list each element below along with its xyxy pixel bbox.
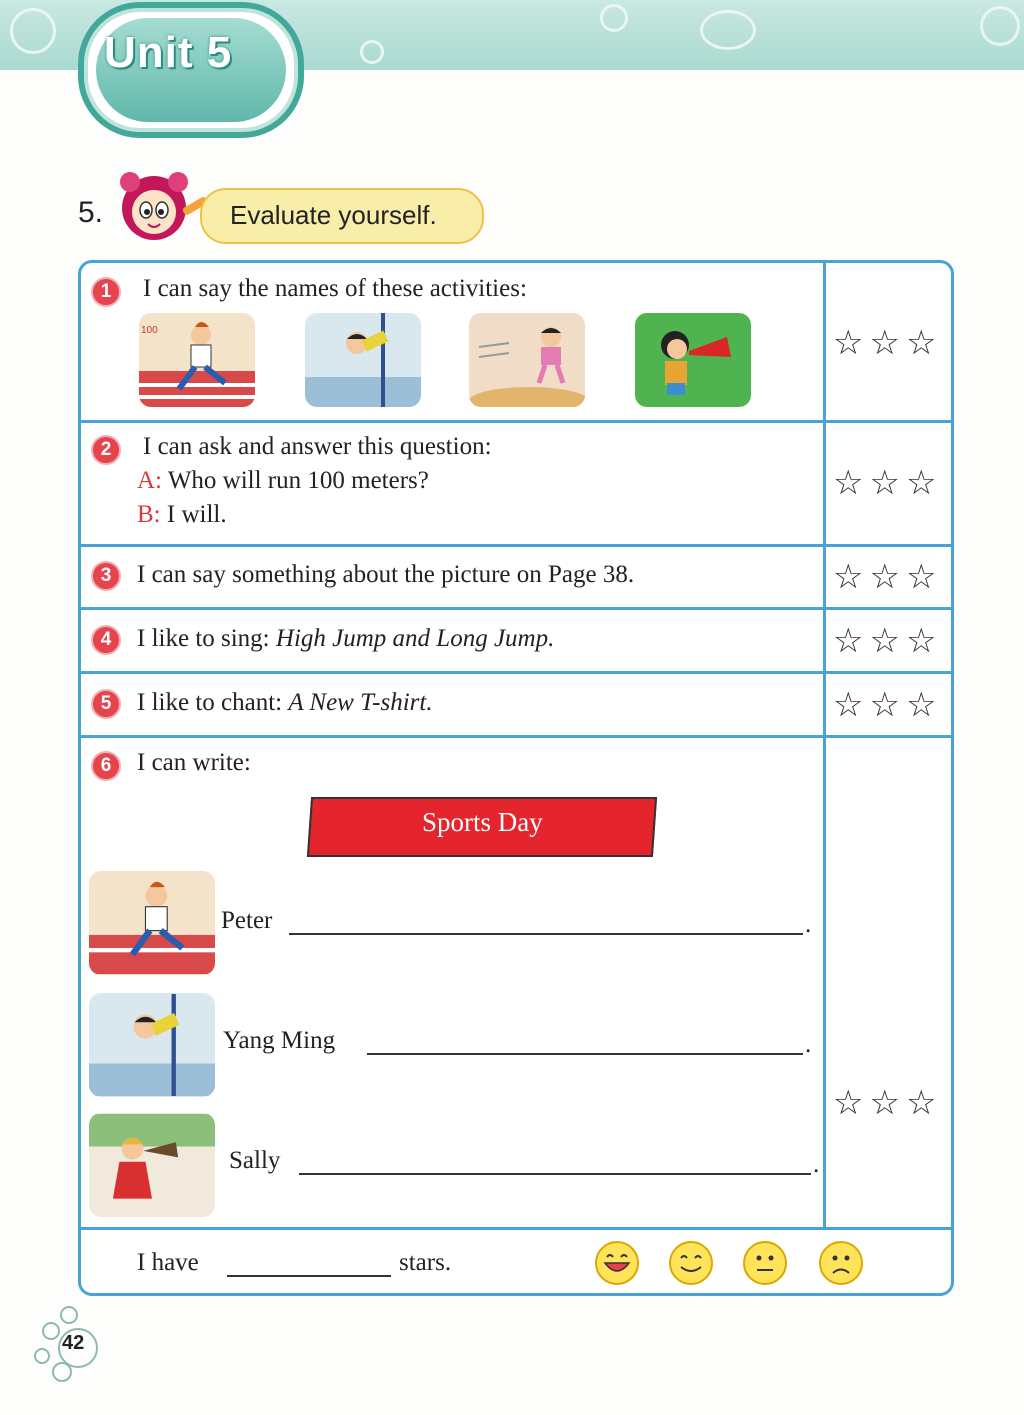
- mascot-icon: [112, 166, 212, 246]
- high-jump-icon: [305, 313, 421, 407]
- row-5-text: I like to chant: A New T-shirt.: [137, 689, 433, 716]
- row-6-text: I can write:: [137, 749, 251, 776]
- footer-suffix: stars.: [399, 1249, 452, 1276]
- dialogue-line-b: B: I will.: [137, 501, 227, 528]
- page-number: 42: [62, 1332, 85, 1354]
- writer-name-sally: Sally: [229, 1147, 281, 1174]
- footer-prefix: I have: [137, 1249, 199, 1276]
- cheering-icon: [89, 1113, 215, 1217]
- row-5-stars[interactable]: ☆☆☆: [833, 685, 943, 725]
- row-2-text: I can ask and answer this question:: [143, 433, 492, 460]
- dialogue-line-a: A: Who will run 100 meters?: [137, 467, 429, 494]
- write-line-sally[interactable]: [299, 1173, 811, 1175]
- row-number-badge: 1: [91, 277, 121, 307]
- row-2-stars[interactable]: ☆☆☆: [833, 463, 943, 503]
- row-3-text: I can say something about the picture on Page 38.: [137, 561, 635, 588]
- writer-name-yang-ming: Yang Ming: [223, 1027, 336, 1054]
- row-number-badge: 5: [91, 689, 121, 719]
- write-line-yang-ming[interactable]: [367, 1053, 803, 1055]
- long-jump-icon: [469, 313, 585, 407]
- row-4-text: I like to sing: High Jump and Long Jump.: [137, 625, 555, 652]
- row-number-badge: 6: [91, 751, 121, 781]
- high-jump-icon: [89, 993, 215, 1097]
- writer-name-peter: Peter: [221, 907, 273, 934]
- write-line-peter[interactable]: [289, 933, 803, 935]
- sports-day-title: Sports Day: [421, 807, 543, 837]
- unit-badge: [78, 2, 304, 138]
- sports-day-banner: [307, 797, 657, 857]
- smiling-face-icon[interactable]: [669, 1241, 713, 1285]
- svg-text:100: 100: [141, 325, 158, 336]
- row-6-stars[interactable]: ☆☆☆: [833, 1083, 943, 1123]
- unit-label: Unit 5: [104, 28, 233, 77]
- row-3-stars[interactable]: ☆☆☆: [833, 557, 943, 597]
- star-count-line[interactable]: [227, 1275, 391, 1277]
- row-1-stars[interactable]: ☆☆☆: [833, 323, 943, 363]
- laughing-face-icon[interactable]: [595, 1241, 639, 1285]
- section-title: Evaluate yourself.: [230, 200, 437, 230]
- row-number-badge: 3: [91, 561, 121, 591]
- row-number-badge: 4: [91, 625, 121, 655]
- row-1-text: I can say the names of these activities:: [143, 275, 527, 302]
- row-4-stars[interactable]: ☆☆☆: [833, 621, 943, 661]
- row-number-badge: 2: [91, 435, 121, 465]
- neutral-face-icon[interactable]: [743, 1241, 787, 1285]
- evaluation-table: 1 I can say the names of these activities: 100 ☆☆☆ 2 I can ask and answer this question: A: Who will run 100 meters? B: I will. ☆☆☆ 3 I can say something about the picture on Page 38. ☆☆☆ 4 I like to sing: High Jump and Long Jump. ☆☆☆ 5 I like to chant: A New T-shirt. ☆☆☆ 6 I can write: Sports Day Peter . Yang Ming . Sally . ☆☆☆ I have stars.: [78, 260, 954, 1296]
- cheering-icon: [635, 313, 751, 407]
- running-icon: [139, 313, 255, 407]
- running-icon: [89, 871, 215, 975]
- section-title-pill: [200, 188, 484, 244]
- section-number: 5.: [78, 196, 104, 229]
- sad-face-icon[interactable]: [819, 1241, 863, 1285]
